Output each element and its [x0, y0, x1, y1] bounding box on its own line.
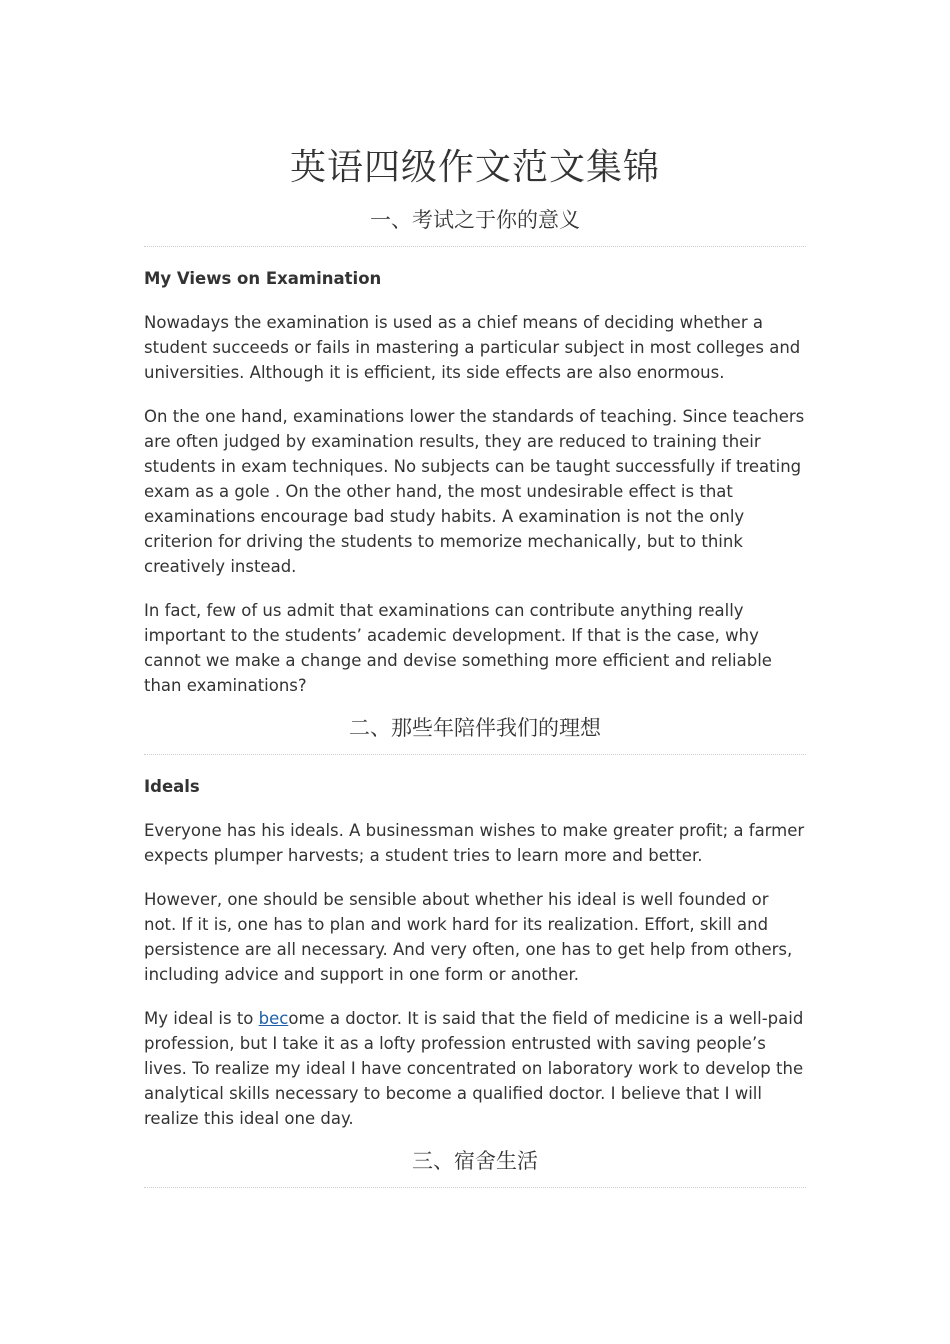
essay-title-1: My Views on Examination	[144, 269, 382, 288]
section-heading-2: 二、那些年陪伴我们的理想	[349, 716, 601, 740]
section-divider-1	[144, 246, 806, 247]
paragraph: Everyone has his ideals. A businessman wishes to make greater profit; a farmer expects plumper harvests; a student tries to learn more and better.	[144, 821, 805, 865]
section-divider-2	[144, 754, 806, 755]
paragraph-with-link	[144, 1006, 806, 1131]
paragraph: In fact, few of us admit that examinations can contribute anything really important to the students’ academic development. If that is the case, why cannot we make a change and devise something more efficient and reliable than examinations?	[144, 601, 772, 695]
essay-title-2: Ideals	[144, 777, 200, 796]
inline-link[interactable]: bec	[258, 1009, 289, 1028]
paragraph: Nowadays the examination is used as a chief means of deciding whether a student succeeds or fails in mastering a particular subject in most colleges and universities. Although it is efficient, its side effects are also enormous.	[144, 313, 801, 382]
paragraph: On the one hand, examinations lower the standards of teaching. Since teachers are often judged by examination results, they are reduced to training their students in exam techniques. No subjects can be taught successfully if treating exam as a gole . On the other hand, the most undesirable effect is that examinations encourage bad study habits. A examination is not the only criterion for driving the students to memorize mechanically, but to think creatively instead.	[144, 407, 805, 576]
section-heading-3: 三、宿舍生活	[412, 1149, 538, 1173]
paragraph: However, one should be sensible about whether his ideal is well founded or not. If it is, one has to plan and work hard for its realization. Effort, skill and persistence are all necessary. And very often, one has to get help from others, including advice and support in one form or another.	[144, 890, 793, 984]
document-title: 英语四级作文范文集锦	[289, 147, 660, 188]
section-heading-1: 一、考试之于你的意义	[370, 208, 580, 232]
section-divider-3	[144, 1187, 806, 1188]
paragraph-text-before-link: My ideal is to	[144, 1009, 259, 1028]
document-page	[144, 140, 806, 1188]
paragraph-text-after-link: ome a doctor. It is said that the field of medicine is a well-paid profession, but I take it as a lofty profession entrusted with saving people’s lives. To realize my ideal I have concentrated on laboratory work to develop the analytical skills necessary to become a qualified doctor. I believe that I will realize this ideal one day.	[144, 1009, 804, 1128]
